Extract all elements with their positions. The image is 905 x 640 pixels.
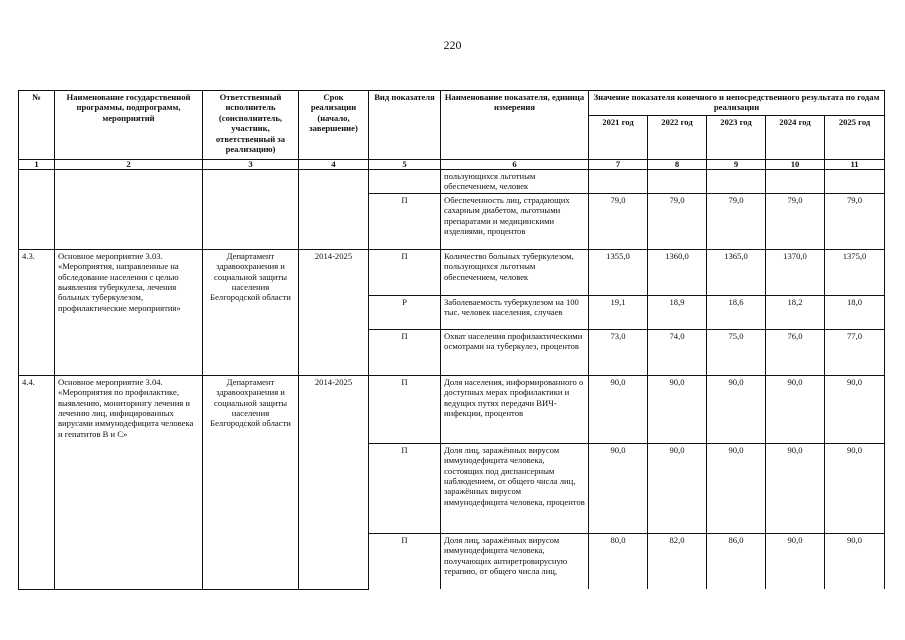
cell-value: 80,0	[589, 533, 648, 589]
cell-value: 82,0	[648, 533, 707, 589]
col-number: 10	[766, 160, 825, 170]
col-number: 6	[441, 160, 589, 170]
cell-value: 1355,0	[589, 249, 648, 295]
header-year-2023: 2023 год	[707, 116, 766, 160]
cell-indicator-name: Доля населения, информированного о доступных мерах профилактики и ведущих путях передачи ВИЧ-инфекции, процентов	[441, 375, 589, 443]
cell-value: 90,0	[648, 443, 707, 533]
cell-value	[648, 170, 707, 194]
cell-term: 2014-2025	[299, 249, 369, 375]
col-number: 7	[589, 160, 648, 170]
cell-value: 90,0	[825, 533, 885, 589]
header-year-2025: 2025 год	[825, 116, 885, 160]
col-number: 1	[19, 160, 55, 170]
cell-term: 2014-2025	[299, 375, 369, 589]
header-term: Срок реализации (начало, завершение)	[299, 91, 369, 160]
cell-value: 76,0	[766, 329, 825, 375]
header-year-2021: 2021 год	[589, 116, 648, 160]
cell-indicator-name: Количество больных туберкулезом, пользующихся льготным обеспечением, человек	[441, 249, 589, 295]
header-values-group: Значение показателя конечного и непосредственного результата по годам реализации	[589, 91, 885, 116]
cell-indicator-type: П	[369, 443, 441, 533]
cell-indicator-name: Заболеваемость туберкулезом на 100 тыс. человек населения, случаев	[441, 295, 589, 329]
cell-value	[589, 170, 648, 194]
cell-value: 18,2	[766, 295, 825, 329]
cell-responsible	[203, 170, 299, 250]
cell-indicator-type: П	[369, 533, 441, 589]
cell-indicator-type: П	[369, 249, 441, 295]
cell-value: 90,0	[766, 443, 825, 533]
cell-value	[825, 170, 885, 194]
cell-value: 90,0	[589, 443, 648, 533]
col-number: 9	[707, 160, 766, 170]
header-indicator-type: Вид показателя	[369, 91, 441, 160]
cell-value: 86,0	[707, 533, 766, 589]
cell-program-name: Основное мероприятие 3.03. «Мероприятия, направленные на обследование населения с целью выявления туберкулеза, лечения больных туберкулезом, профилактические мероприятия»	[55, 249, 203, 375]
cell-value: 1370,0	[766, 249, 825, 295]
column-numbers-row	[19, 160, 885, 170]
cell-program-name: Основное мероприятие 3.04. «Мероприятия по профилактике, выявлению, мониторингу лечения и лечению лиц, инфицированных вирусами иммунодефицита человека и гепатитов В и С»	[55, 375, 203, 589]
header-number: №	[19, 91, 55, 160]
cell-value: 74,0	[648, 329, 707, 375]
cell-term	[299, 170, 369, 250]
col-number: 4	[299, 160, 369, 170]
cell-indicator-type: П	[369, 329, 441, 375]
cell-value: 75,0	[707, 329, 766, 375]
cell-value: 79,0	[707, 193, 766, 249]
cell-value: 79,0	[825, 193, 885, 249]
page-number: 220	[443, 38, 462, 52]
cell-indicator-name: Охват населения профилактическими осмотрами на туберкулез, процентов	[441, 329, 589, 375]
cell-value: 90,0	[589, 375, 648, 443]
cell-value: 1360,0	[648, 249, 707, 295]
cell-value: 18,9	[648, 295, 707, 329]
cell-value: 1365,0	[707, 249, 766, 295]
cell-indicator-name: Обеспеченность лиц, страдающих сахарным диабетом, льготными препаратами и медицинскими изделиями, процентов	[441, 193, 589, 249]
cell-value: 90,0	[648, 375, 707, 443]
col-number: 8	[648, 160, 707, 170]
cell-indicator-type: Р	[369, 295, 441, 329]
col-number: 5	[369, 160, 441, 170]
cell-value: 18,6	[707, 295, 766, 329]
cell-value: 18,0	[825, 295, 885, 329]
cell-value: 79,0	[648, 193, 707, 249]
col-number: 11	[825, 160, 885, 170]
cell-value: 77,0	[825, 329, 885, 375]
table-row	[19, 375, 885, 443]
table-row	[19, 249, 885, 295]
col-number: 2	[55, 160, 203, 170]
cell-responsible: Департамент здравоохранения и социальной защиты населения Белгородской области	[203, 375, 299, 589]
header-program-name: Наименование государственной программы, подпрограмм, мероприятий	[55, 91, 203, 160]
cell-value: 90,0	[766, 375, 825, 443]
cell-indicator-name: Доля лиц, заражённых вирусом иммунодефицита человека, получающих антиретровирусную терапию, от общего числа лиц,	[441, 533, 589, 589]
cell-value: 19,1	[589, 295, 648, 329]
cell-value	[707, 170, 766, 194]
cell-indicator-type: П	[369, 193, 441, 249]
cell-value: 79,0	[766, 193, 825, 249]
cell-value: 90,0	[766, 533, 825, 589]
cell-indicator-name: Доля лиц, заражённых вирусом иммунодефицита человека, состоящих под диспансерным наблюдением, от общего числа лиц, заражённых вирусом иммунодефицита человека, процентов	[441, 443, 589, 533]
cell-value: 79,0	[589, 193, 648, 249]
header-responsible: Ответственный исполнитель (соисполнитель, участник, ответственный за реализацию)	[203, 91, 299, 160]
cell-value: 90,0	[825, 375, 885, 443]
header-year-2024: 2024 год	[766, 116, 825, 160]
cell-value: 1375,0	[825, 249, 885, 295]
program-indicators-table	[18, 90, 885, 590]
cell-number	[19, 170, 55, 250]
header-indicator-name: Наименование показателя, единица измерения	[441, 91, 589, 160]
cell-indicator-type	[369, 170, 441, 194]
cell-value: 90,0	[707, 375, 766, 443]
table-row	[19, 170, 885, 194]
header-year-2022: 2022 год	[648, 116, 707, 160]
cell-value: 73,0	[589, 329, 648, 375]
cell-responsible: Департамент здравоохранения и социальной защиты населения Белгородской области	[203, 249, 299, 375]
col-number: 3	[203, 160, 299, 170]
cell-number: 4.3.	[19, 249, 55, 375]
cell-indicator-type: П	[369, 375, 441, 443]
cell-value: 90,0	[707, 443, 766, 533]
cell-indicator-name: пользующихся льготным обеспечением, человек	[441, 170, 589, 194]
cell-value: 90,0	[825, 443, 885, 533]
cell-program-name	[55, 170, 203, 250]
cell-number: 4.4.	[19, 375, 55, 589]
cell-value	[766, 170, 825, 194]
